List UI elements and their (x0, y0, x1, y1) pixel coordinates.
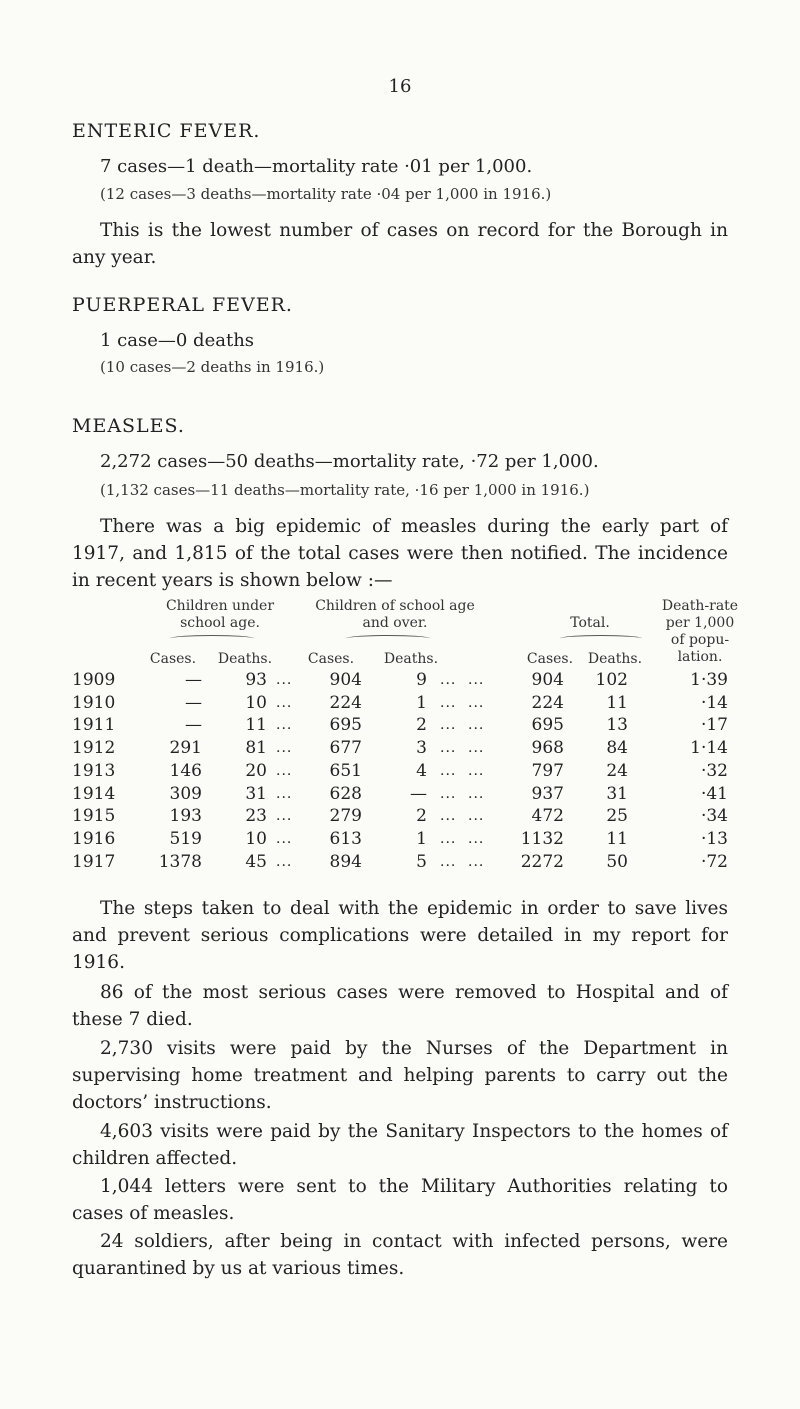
cell-o-cases: 695 (329, 715, 362, 736)
header-total: Total. (570, 615, 610, 631)
header-brace (560, 635, 642, 642)
row-year: 1917 (72, 851, 116, 872)
leader-dots: ... (468, 808, 485, 825)
cell-o-deaths: 2 (416, 715, 427, 736)
subheader-cases: Cases. (526, 651, 574, 667)
cell-t-deaths: 13 (606, 715, 628, 736)
leader-dots: ... (440, 672, 457, 688)
enteric-fever-note: This is the lowest number of cases on record for the Borough in any year. (72, 220, 728, 268)
subheader-deaths: Deaths. (217, 651, 273, 667)
leader-dots: ... (440, 853, 457, 870)
row-year: 1914 (72, 783, 116, 804)
leader-dots: ... (468, 717, 485, 734)
cell-t-deaths: 11 (606, 692, 628, 713)
cell-rate: ·17 (700, 715, 728, 736)
cell-u-cases: 309 (169, 783, 202, 804)
cell-t-cases: 904 (531, 670, 564, 690)
leader-dots: ... (440, 762, 457, 779)
subheader-cases: Cases. (149, 651, 197, 667)
cell-t-deaths: 31 (606, 783, 628, 804)
cell-o-deaths: 9 (416, 670, 427, 690)
measles-stat: 2,272 cases—50 deaths—mortality rate, ·72 per 1,000. (100, 451, 599, 472)
cell-rate: ·34 (700, 806, 728, 827)
subheader-deaths: Deaths. (383, 651, 439, 667)
enteric-fever-previous: (12 cases—3 deaths—mortality rate ·04 per 1,000 in 1916.) (100, 185, 552, 203)
cell-t-cases: 937 (531, 783, 564, 804)
puerperal-fever-previous: (10 cases—2 deaths in 1916.) (100, 358, 325, 376)
paragraph-military-letters: 1,044 letters were sent to the Military Authorities relating to cases of measles. (72, 1176, 728, 1224)
subheader-cases: Cases. (307, 651, 355, 667)
cell-u-deaths: 45 (245, 851, 267, 872)
row-year: 1910 (72, 692, 116, 713)
measles-intro: There was a big epidemic of measles during the early part of 1917, and 1,815 of the total cases were then notified. The incidence in recent years is shown below :— (72, 516, 728, 591)
leader-dots: ... (276, 717, 293, 734)
measles-heading: MEASLES. (72, 415, 185, 437)
cell-t-cases: 224 (531, 692, 564, 713)
leader-dots: ... (276, 808, 293, 825)
cell-t-cases: 1132 (520, 828, 564, 849)
cell-t-cases: 2272 (520, 851, 564, 872)
leader-dots: ... (440, 694, 457, 711)
cell-t-cases: 472 (531, 806, 564, 827)
enteric-fever-stat: 7 cases—1 death—mortality rate ·01 per 1,000. (100, 156, 533, 177)
enteric-fever-heading: ENTERIC FEVER. (72, 120, 261, 142)
header-children-school-age-and-over: Children of school age and over. (315, 598, 475, 631)
leader-dots: ... (440, 830, 457, 847)
cell-t-cases: 797 (531, 760, 564, 781)
puerperal-fever-heading: PUERPERAL FEVER. (72, 294, 293, 316)
cell-u-cases: 146 (169, 760, 202, 781)
cell-t-cases: 968 (531, 738, 564, 759)
page-number: 16 (388, 76, 412, 97)
leader-dots: ... (468, 672, 485, 688)
cell-t-deaths: 24 (606, 760, 628, 781)
subheader-deaths: Deaths. (587, 651, 643, 667)
cell-o-cases: 628 (329, 783, 362, 804)
cell-t-deaths: 25 (606, 806, 628, 827)
cell-u-cases: — (185, 670, 202, 690)
header-death-rate: Death-rate per 1,000 of popu-lation. (661, 598, 739, 665)
header-children-under-school-age: Children under school age. (165, 598, 275, 631)
cell-t-deaths: 84 (606, 738, 628, 759)
cell-o-deaths: 1 (416, 692, 427, 713)
cell-u-cases: — (185, 715, 202, 736)
leader-dots: ... (440, 808, 457, 825)
leader-dots: ... (276, 762, 293, 779)
cell-o-cases: 904 (329, 670, 362, 690)
leader-dots: ... (440, 785, 457, 802)
row-year: 1916 (72, 828, 116, 849)
cell-o-deaths: 3 (416, 738, 427, 759)
cell-u-cases: 193 (169, 806, 202, 827)
paragraph-soldiers-quarantined: 24 soldiers, after being in contact with infected persons, were quarantined by us at various times. (72, 1231, 728, 1279)
leader-dots: ... (468, 785, 485, 802)
cell-rate: 1·14 (690, 738, 728, 759)
cell-rate: ·32 (700, 760, 728, 781)
cell-u-deaths: 31 (245, 783, 267, 804)
cell-t-cases: 695 (531, 715, 564, 736)
leader-dots: ... (440, 717, 457, 734)
cell-u-cases: 291 (169, 738, 202, 759)
cell-rate: ·72 (700, 851, 728, 872)
header-brace (346, 635, 430, 642)
cell-u-cases: — (185, 692, 202, 713)
cell-o-deaths: 1 (416, 828, 427, 849)
leader-dots: ... (276, 830, 293, 847)
cell-o-deaths: 5 (416, 851, 427, 872)
cell-t-deaths: 102 (595, 670, 628, 690)
cell-o-cases: 677 (329, 738, 362, 759)
paragraph-nurse-visits: 2,730 visits were paid by the Nurses of the Department in supervising home treatment and helping parents to carry out the doctors’ instructions. (72, 1038, 728, 1113)
cell-u-deaths: 81 (245, 738, 267, 759)
leader-dots: ... (468, 853, 485, 870)
leader-dots: ... (276, 672, 293, 688)
row-year: 1909 (72, 670, 116, 690)
leader-dots: ... (276, 694, 293, 711)
cell-t-deaths: 11 (606, 828, 628, 849)
row-year: 1915 (72, 806, 116, 827)
paragraph-steps-taken: The steps taken to deal with the epidemic in order to save lives and prevent serious complications were detailed in my report for 1916. (72, 898, 728, 973)
cell-u-deaths: 10 (245, 692, 267, 713)
cell-u-cases: 1378 (158, 851, 202, 872)
cell-u-deaths: 10 (245, 828, 267, 849)
cell-o-deaths: 4 (416, 760, 427, 781)
leader-dots: ... (276, 853, 293, 870)
leader-dots: ... (468, 740, 485, 757)
cell-o-cases: 651 (329, 760, 362, 781)
cell-u-deaths: 11 (245, 715, 267, 736)
leader-dots: ... (468, 694, 485, 711)
leader-dots: ... (468, 830, 485, 847)
puerperal-fever-stat: 1 case—0 deaths (100, 330, 255, 351)
leader-dots: ... (276, 785, 293, 802)
row-year: 1912 (72, 738, 116, 759)
cell-o-deaths: — (410, 783, 427, 804)
row-year: 1911 (72, 715, 116, 736)
cell-t-deaths: 50 (606, 851, 628, 872)
cell-rate: ·41 (700, 783, 728, 804)
cell-u-cases: 519 (169, 828, 202, 849)
cell-u-deaths: 20 (245, 760, 267, 781)
cell-rate: ·14 (700, 692, 728, 713)
cell-o-cases: 894 (329, 851, 362, 872)
leader-dots: ... (440, 740, 457, 757)
cell-o-cases: 224 (329, 692, 362, 713)
cell-u-deaths: 93 (245, 670, 267, 690)
leader-dots: ... (276, 740, 293, 757)
paragraph-hospital-cases: 86 of the most serious cases were removed to Hospital and of these 7 died. (72, 982, 728, 1030)
cell-u-deaths: 23 (245, 806, 267, 827)
leader-dots: ... (468, 762, 485, 779)
row-year: 1913 (72, 760, 116, 781)
cell-rate: ·13 (700, 828, 728, 849)
paragraph-inspector-visits: 4,603 visits were paid by the Sanitary Inspectors to the homes of children affected. (72, 1121, 728, 1169)
cell-o-deaths: 2 (416, 806, 427, 827)
measles-previous: (1,132 cases—11 deaths—mortality rate, ·16 per 1,000 in 1916.) (100, 481, 590, 499)
cell-o-cases: 279 (329, 806, 362, 827)
header-brace (170, 635, 254, 642)
cell-o-cases: 613 (329, 828, 362, 849)
cell-rate: 1·39 (690, 670, 728, 690)
